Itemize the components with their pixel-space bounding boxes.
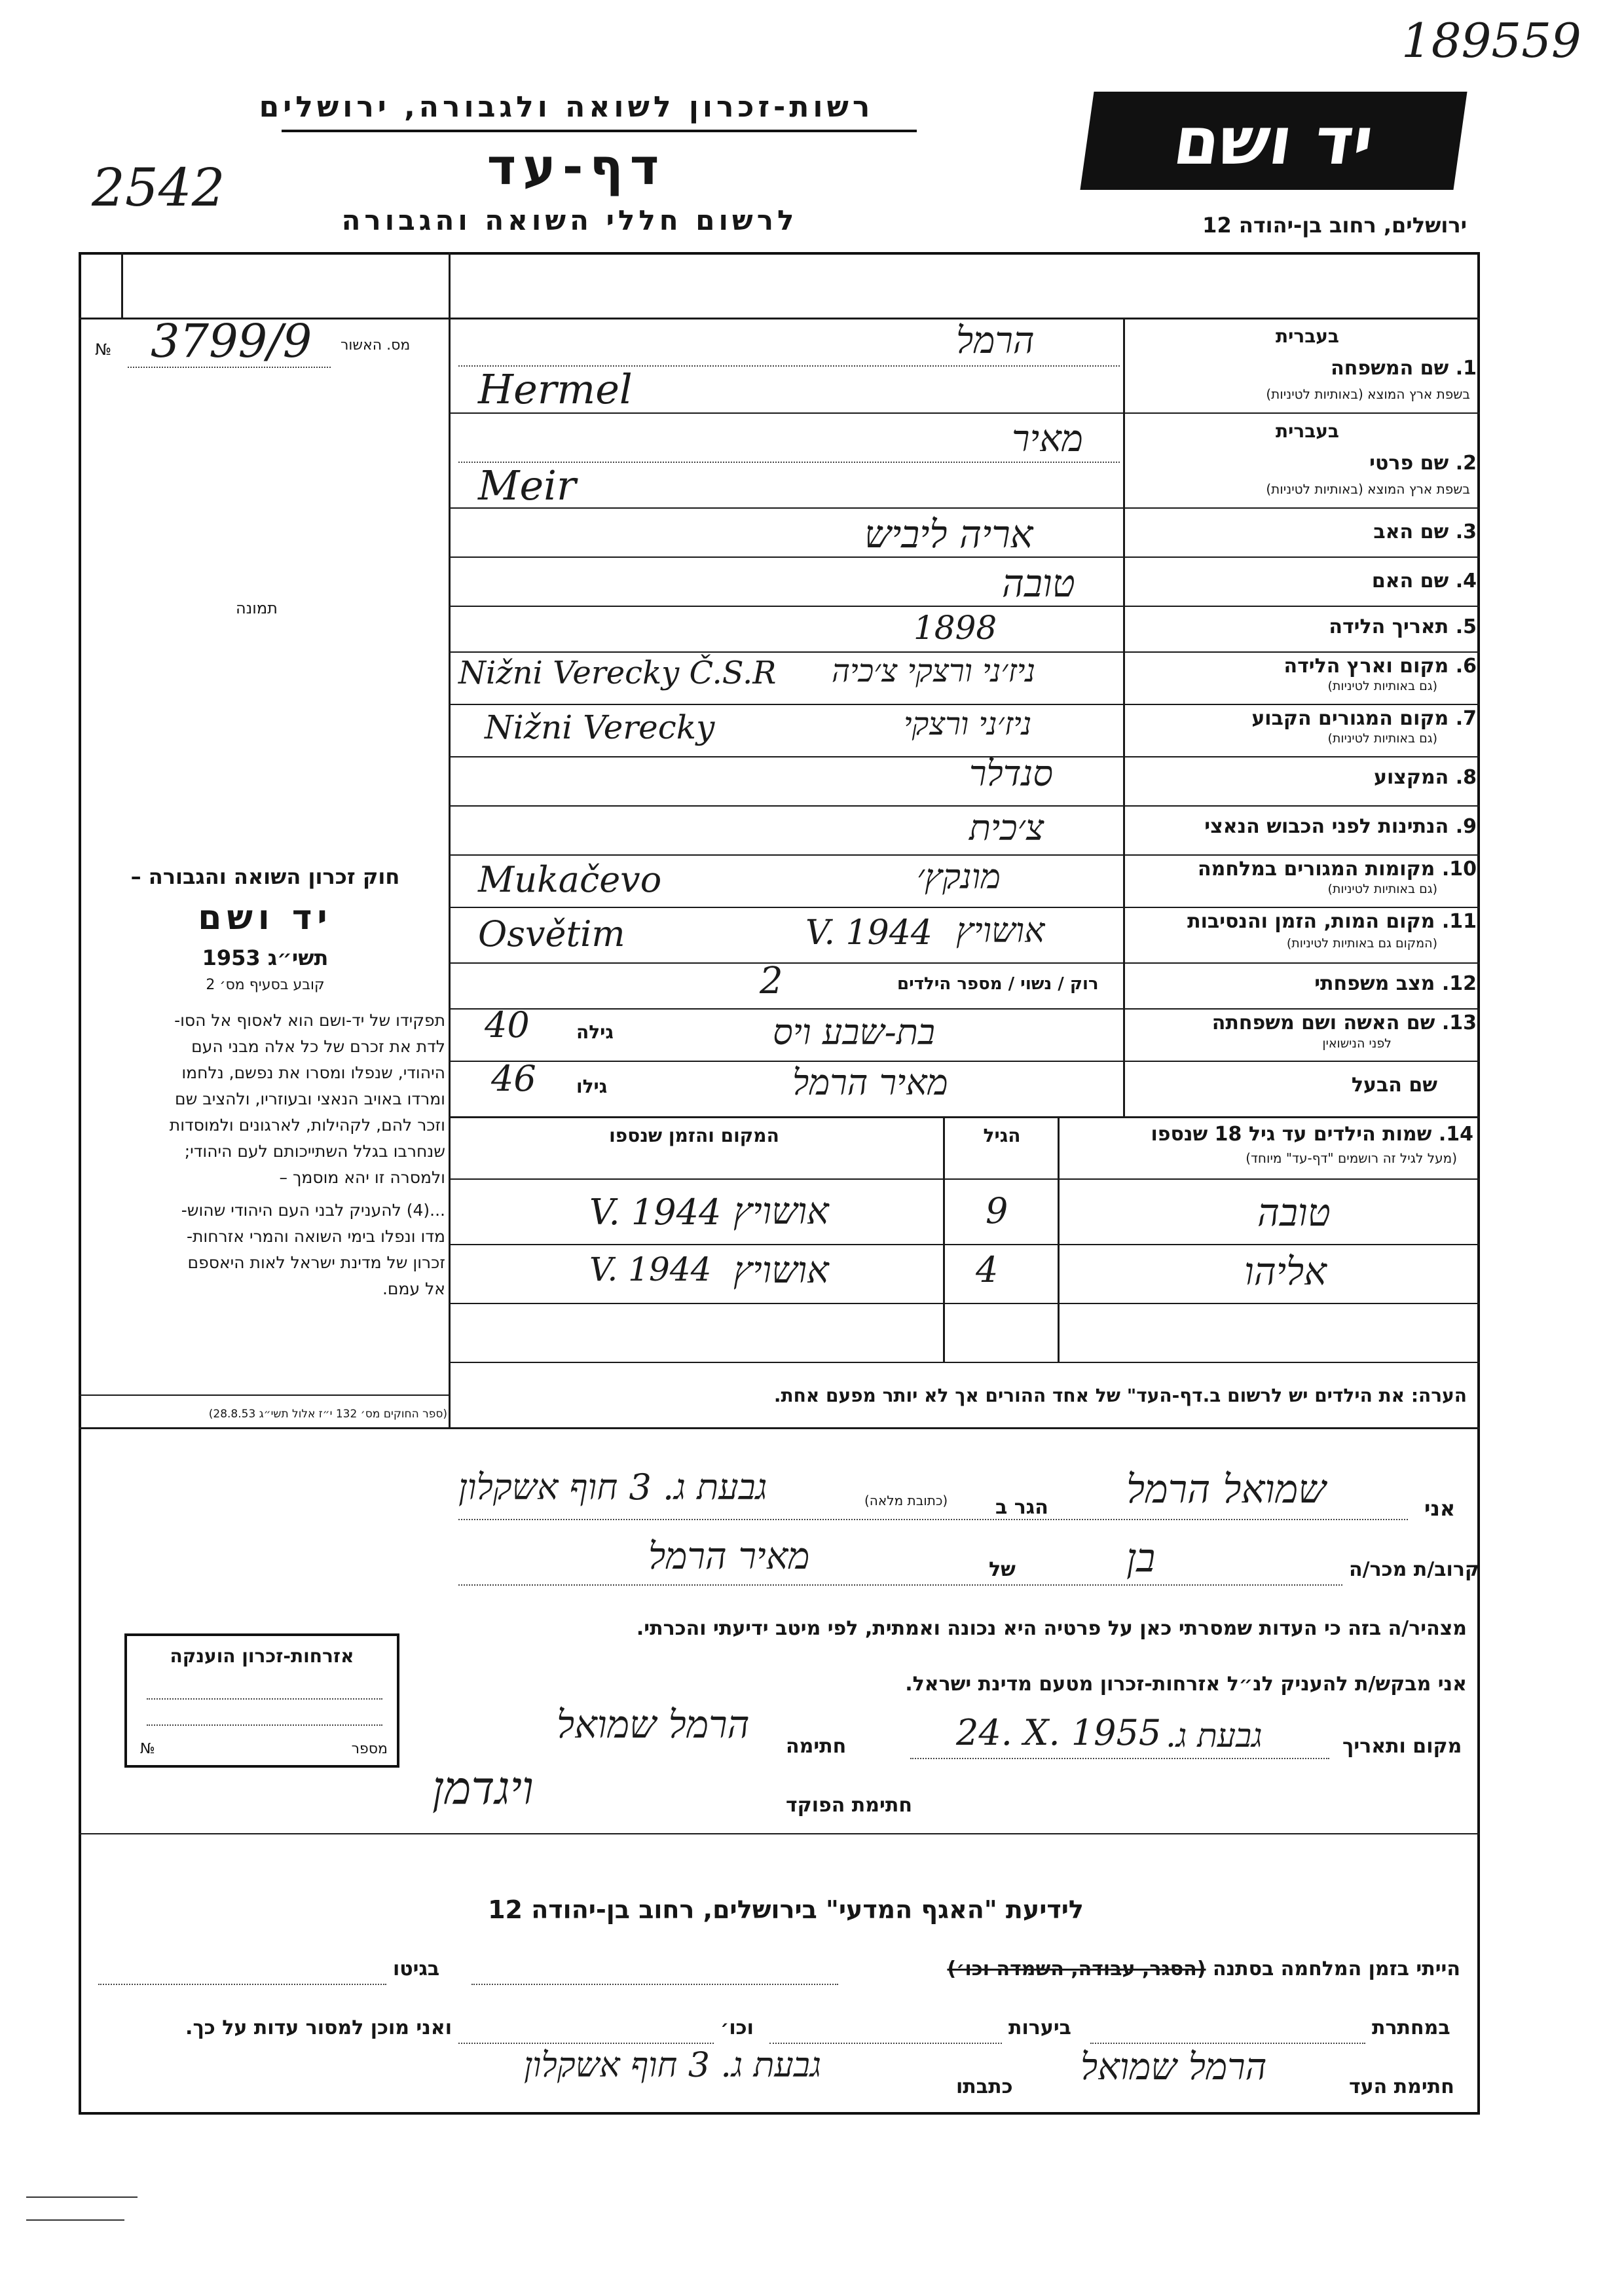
f11-label (1187, 910, 1477, 933)
law-line: ...(4) להעניק לבני העם היהודי שהוש- (181, 1201, 445, 1220)
row-rule (449, 1303, 1480, 1304)
f4-label-text: שם האם (1371, 570, 1449, 592)
f7-label (1251, 707, 1477, 730)
law-section (85, 864, 445, 1302)
f13-age-value: 40 (485, 1004, 530, 1046)
f8-label-text: המקצוע (1373, 766, 1449, 789)
law-line: לדת את זכרם של כל אלה מבני העם (191, 1037, 445, 1056)
husband-label: שם הבעל (1351, 1074, 1437, 1097)
left-column-divider (449, 252, 451, 1427)
f2-value-hebrew: מאיר (1012, 418, 1083, 460)
f12-label-text: מצב משפחתי (1314, 972, 1435, 995)
law-line: ולמסרה זו יהא מוסמך – (279, 1168, 445, 1187)
row-rule (449, 1008, 1480, 1010)
f1-label (1331, 357, 1477, 380)
war-location-line (471, 1984, 838, 1985)
underground-label: במחתרת (1372, 2016, 1450, 2039)
law-line: זכרון של מדינת ישראל לאות היאספם (187, 1253, 445, 1272)
science-address-label: כתבתו (956, 2075, 1013, 2098)
f2-label (1369, 452, 1477, 475)
citizenship-no-symbol: № (140, 1741, 155, 1757)
approval-no-symbol: № (95, 340, 111, 359)
husband-age-value: 46 (491, 1058, 536, 1099)
place-date-line (910, 1758, 1329, 1759)
war-location-options: (הסגר, עבודה, השמדה וכו׳) (947, 1958, 1206, 1980)
f13-sub: לפני הנישואין (1322, 1036, 1392, 1051)
f13-label-text: שם האשה ושם משפחתה (1211, 1011, 1435, 1034)
f6-label (1284, 655, 1477, 678)
f9-num: 9. (1455, 815, 1477, 838)
f3-num: 3. (1455, 520, 1477, 543)
f14-place-header: המקום והזמן שנספו (609, 1125, 779, 1146)
of-label: של (989, 1558, 1016, 1581)
f14-sub: (מעל לגיל זה רושמים "דף-עד" מיוחד) (1246, 1150, 1457, 1166)
yad-vashem-address: ירושלים, רחוב בן-יהודה 12 (1202, 213, 1467, 238)
citizenship-line (147, 1724, 382, 1726)
header-divider (121, 252, 123, 318)
signature-label: חתימה (786, 1735, 847, 1758)
authority-underline (282, 130, 917, 132)
f5-value: 1898 (913, 609, 997, 647)
row-rule (449, 962, 1480, 964)
row-rule (449, 1061, 1480, 1062)
row-rule (449, 1116, 1480, 1118)
f10-num: 10. (1441, 858, 1477, 881)
f3-value: אריה ליביש (864, 512, 1033, 556)
f2-label-text: שם פרטי (1369, 452, 1449, 475)
f5-label (1329, 615, 1477, 638)
f4-num: 4. (1455, 570, 1477, 592)
forests-line (769, 2043, 1002, 2044)
etc-label: וכו׳ (720, 2016, 754, 2039)
file-number: 2542 (92, 157, 225, 218)
row-rule (449, 805, 1480, 807)
f6-label-text: מקום וארץ הלידה (1283, 655, 1449, 678)
address-line (458, 1519, 1408, 1520)
yad-vashem-logo (1080, 92, 1467, 190)
row-rule (449, 907, 1480, 908)
law-line: אל עמם. (382, 1279, 445, 1298)
f11-sub: (המקום גם באותיות לטיניות) (1286, 936, 1437, 951)
child-1-name: טובה (1257, 1190, 1331, 1235)
relative-label: קרוב/ת מכר/ה (1349, 1558, 1479, 1581)
f1-num: 1. (1455, 357, 1477, 380)
f14-label-text: שמות הילדים עד גיל 18 שנספו (1151, 1123, 1432, 1146)
f3-label (1373, 520, 1477, 543)
label-column-divider (1123, 318, 1125, 1116)
declaration-place: גבעת ג. (1166, 1717, 1263, 1755)
f7-num: 7. (1455, 707, 1477, 730)
row-rule (449, 507, 1480, 509)
f14-age-header: הגיל (983, 1125, 1021, 1146)
inspector-signature: ויגדמן (432, 1761, 534, 1815)
scan-mark (26, 2219, 124, 2221)
row-rule (449, 1362, 1480, 1363)
f10-sub: (גם באותיות לטיניות) (1327, 882, 1437, 896)
child-2-date: V. 1944 (589, 1250, 712, 1288)
witness-name: שמואל הרמל (1126, 1467, 1326, 1512)
ready-label: ואני מוכן למסור עדות על כך. (185, 2016, 452, 2039)
f4-label (1372, 570, 1477, 592)
f9-label-text: הנתינות לפני הכבוש הנאצי (1204, 815, 1449, 838)
logo-text: יד ושם (1169, 102, 1378, 179)
f8-label (1374, 766, 1477, 789)
f1-hebrew-tag: בעברית (1275, 325, 1339, 347)
f12-num: 12. (1441, 972, 1477, 995)
f9-label (1204, 815, 1477, 838)
main-grid-bottom-rule (79, 1427, 1480, 1429)
row-rule (449, 854, 1480, 856)
f13-value: בת-שבע ויס (773, 1011, 935, 1053)
f13-label (1212, 1011, 1477, 1034)
row-rule (449, 704, 1480, 705)
f11-num: 11. (1441, 910, 1477, 933)
f10-value-hebrew: מונקץ׳ (917, 858, 1001, 897)
children-col-divider (943, 1116, 945, 1362)
f6-num: 6. (1455, 655, 1477, 678)
child-1-date: V. 1944 (589, 1192, 722, 1233)
f7-value-latin: Nižni Verecky (485, 708, 715, 746)
f6-value-hebrew: ניז׳ני ורצקי צ׳כיה (832, 653, 1036, 689)
approval-line (128, 367, 331, 368)
declaration-request: אני מבקש/ת להעניק לנ״ל אזרחות-זכרון מטעם מדינת ישראל. (905, 1673, 1467, 1696)
f9-value: צ׳כית (969, 807, 1044, 848)
law-title: חוק זכרון השואה והגבורה – (130, 864, 400, 889)
witness-signature: הרמל שמואל (557, 1702, 750, 1747)
citizenship-box (124, 1633, 399, 1768)
law-body (85, 1008, 445, 1302)
f7-sub: (גם באותיות לטיניות) (1327, 731, 1437, 746)
science-address-value: גבעת ג. 3 חוף אשקלון (524, 2046, 822, 2085)
law-section-ref: קובע בסעיף מס׳ 2 (206, 977, 325, 993)
photo-placeholder: תמונה (236, 599, 278, 617)
archive-number: 189559 (1401, 13, 1581, 68)
f5-num: 5. (1455, 615, 1477, 638)
f5-label-text: תאריך הלידה (1329, 615, 1449, 638)
f6-value-latin: Nižni Verecky Č.S.R (458, 655, 777, 691)
relation-line (458, 1584, 1342, 1586)
law-source-rule (79, 1394, 449, 1396)
authority-title: רשות-זכרון לשואה ולגבורה, ירושלים (259, 90, 874, 124)
citizenship-title: אזרחות-זכרון הוענקה (170, 1645, 354, 1667)
f11-value-latin: Osvětim (478, 913, 625, 955)
f13-num: 13. (1441, 1011, 1477, 1034)
approval-number: 3799/9 (151, 314, 312, 368)
underground-line (1090, 2043, 1365, 2044)
address-hint: (כתובת מלאה) (864, 1493, 948, 1508)
f11-value-hebrew: אושויץ (956, 911, 1045, 951)
children-col-divider (1058, 1116, 1060, 1362)
f14-num: 14. (1438, 1123, 1473, 1146)
f8-value: סנדלר (969, 753, 1053, 794)
law-name: יד ושם (198, 898, 333, 938)
f4-value: טובה (1002, 561, 1075, 606)
citizenship-line (147, 1698, 382, 1700)
f12-options: רוק / נשוי / מספר הילדים (897, 974, 1099, 994)
inspector-label: חתימת הפוקד (786, 1794, 912, 1817)
form-subtitle: לרשום חללי השואה והגבורה (341, 204, 798, 236)
husband-value: מאיר הרמל (792, 1062, 948, 1103)
f2-sub: בשפת ארץ המוצא (באותיות לטיניות) (1266, 481, 1470, 497)
f12-label (1314, 972, 1477, 995)
f11-value-date: V. 1944 (805, 913, 932, 953)
law-year: תשי״ג 1953 (202, 945, 329, 970)
child-2-age: 4 (976, 1249, 999, 1290)
declaration-ani: אני (1424, 1496, 1456, 1521)
f1-sub: בשפת ארץ המוצא (באותיות לטיניות) (1266, 386, 1470, 402)
place-date-label: מקום ותאריך (1342, 1735, 1462, 1758)
f3-label-text: שם האב (1373, 520, 1449, 543)
row-rule (449, 606, 1480, 607)
f1-value-latin: Hermel (478, 365, 633, 413)
row-rule (449, 1244, 1480, 1245)
ghetto-line (98, 1984, 386, 1985)
f6-sub: (גם באותיות לטיניות) (1327, 679, 1437, 693)
row-rule (449, 756, 1480, 757)
f8-num: 8. (1455, 766, 1477, 789)
law-line: מדו ונפלו בימי השואה והמרי אזרחות- (186, 1227, 445, 1246)
f10-label (1198, 858, 1477, 881)
science-title: לידיעת "האגף המדעי" בירושלים, רחוב בן-יהודה 12 (488, 1895, 1084, 1924)
f13-age-label: גילה (576, 1021, 614, 1043)
law-line: היהודי, שנפלו ומסרו את נפשם, נלחמו (181, 1063, 445, 1082)
citizenship-number-label: מספר (351, 1741, 388, 1757)
scan-mark (26, 2196, 138, 2198)
forests-label: ביערות (1008, 2016, 1071, 2039)
f2-hebrew-tag: בעברית (1275, 420, 1339, 442)
children-header-rule (449, 1178, 1480, 1180)
husband-age-label: גילו (576, 1076, 608, 1097)
child-2-name: אליהו (1244, 1249, 1327, 1294)
law-line: ומרדו באויב הנאצי ובעוזריו, ולהציב שם (175, 1089, 445, 1108)
ghetto-label: בגיטו (393, 1958, 440, 1980)
law-line: תפקידו של יד-ושם הוא לאסוף אל הסו- (174, 1011, 445, 1030)
f11-label-text: מקום המות, הזמן והנסיבות (1187, 910, 1435, 933)
relation-value: בן (1126, 1535, 1156, 1581)
child-1-place: אושויץ (733, 1190, 829, 1233)
f1-label-text: שם המשפחה (1331, 357, 1449, 380)
declaration-date: 24. X. 1955 (956, 1712, 1162, 1753)
lives-at-label: הגר ב (995, 1496, 1048, 1519)
f12-children-count: 2 (760, 960, 783, 1002)
f10-value-latin: Mukačevo (478, 859, 662, 900)
child-1-age: 9 (986, 1190, 1008, 1231)
f7-label-text: מקום המגורים הקבוע (1251, 707, 1449, 730)
f14-label (1064, 1123, 1473, 1146)
f7-value-hebrew: ניז׳ני ורצקי (904, 706, 1032, 742)
row-rule (449, 556, 1480, 558)
law-line: וזכר להם, לקהילות, לארגונים ולמוסדות (169, 1116, 445, 1135)
science-rule (79, 1833, 1480, 1834)
of-value: מאיר הרמל (648, 1535, 810, 1578)
f1-value-hebrew: הרמל (956, 319, 1035, 362)
declaration-statement: מצהיר/ה בזה כי העדות שמסרתי כאן על פרטיה היא נכונה ואמתית, לפי מיטב ידיעתי והכרתי. (636, 1617, 1467, 1640)
law-source: (ספר החוקים מס׳ 132 י״ז אלול תשי״ג 28.8.53) (208, 1408, 447, 1421)
child-2-place: אושויץ (733, 1249, 829, 1292)
law-line: שנחרבו בגלל השתייכותם לעם היהודי; (184, 1142, 445, 1161)
f2-num: 2. (1455, 452, 1477, 475)
witness-sig-value: הרמל שמואל (1080, 2046, 1267, 2088)
witness-sig-label: חתימת העד (1349, 2075, 1454, 2098)
war-location-text: הייתי בזמן המלחמה בסתנה (1212, 1958, 1460, 1980)
children-note: הערה: את הילדים יש לרשום ב.דף-העד" של אחד ההורים אך לא יותר מפעם אחת. (773, 1385, 1467, 1406)
f2-value-latin: Meir (478, 462, 576, 509)
f10-label-text: מקומות המגורים במלחמה (1198, 858, 1435, 881)
witness-address: גבעת ג. 3 חוף אשקלון (458, 1467, 767, 1508)
war-location-label (838, 1958, 1460, 1980)
form-title: דף-עד (487, 137, 666, 196)
etc-line (458, 2043, 714, 2044)
approval-label: מס. האשור (341, 337, 411, 354)
